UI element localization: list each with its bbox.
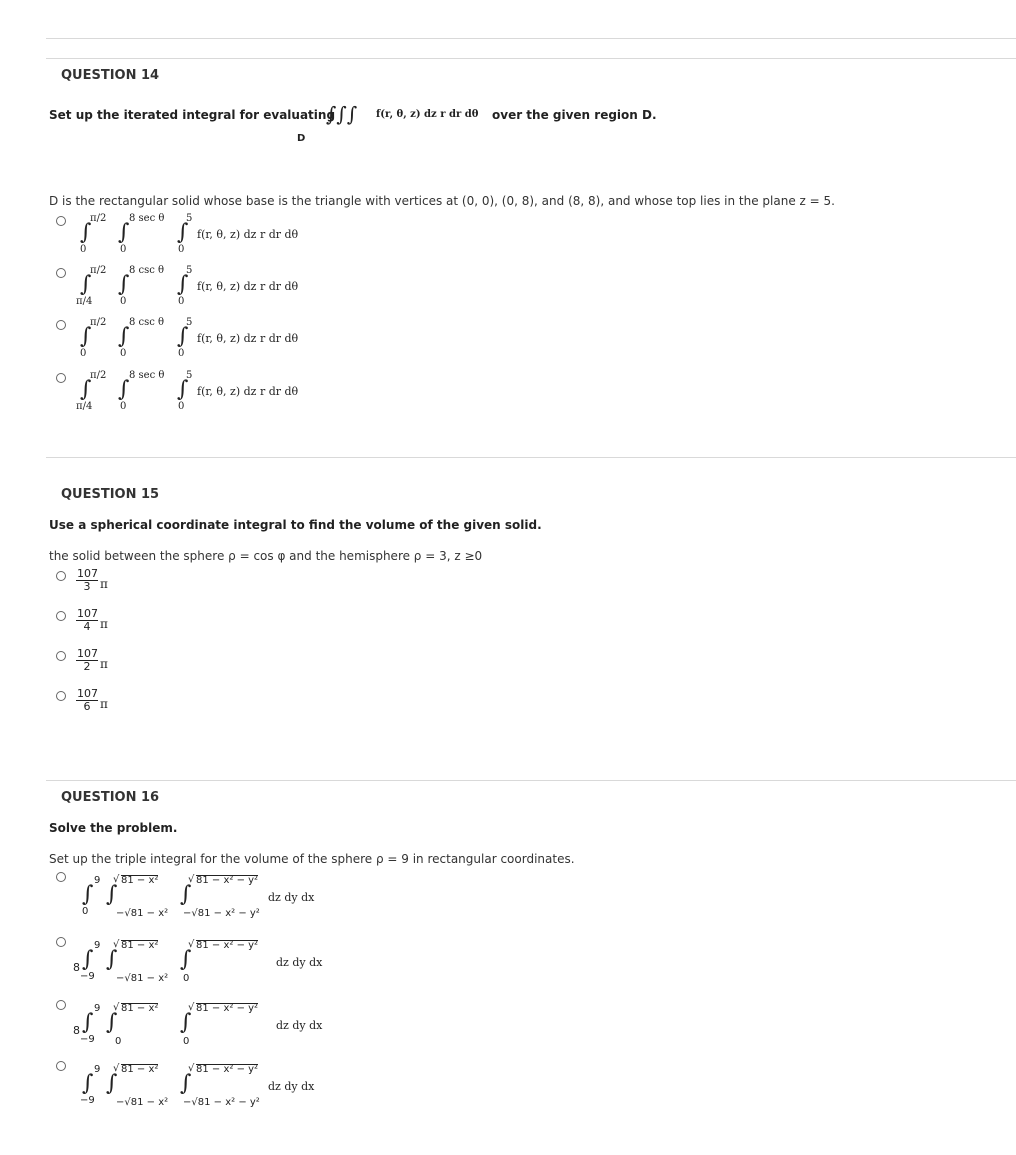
fraction [76, 568, 98, 593]
question-16-divider [46, 780, 1016, 781]
integral-sign: ∫ [82, 1071, 94, 1096]
answer-radio[interactable] [56, 216, 66, 226]
question-16-description: Set up the triple integral for the volume of the sphere ρ = 9 in rectangular coordinates. [49, 852, 575, 866]
integral-sign: ∫ [118, 324, 130, 349]
mid-upper-limit: 81 − x² [121, 875, 159, 886]
numerator: 107 [77, 567, 98, 580]
outer-upper-limit: 9 [94, 1003, 101, 1014]
outer-lower-limit: −9 [80, 971, 95, 982]
mid-upper-limit: 8 sec θ [129, 370, 165, 381]
sqrt-icon: √ [113, 1063, 120, 1074]
integrand: f(r, θ, z) dz r dr dθ [197, 332, 299, 345]
pi-symbol: π [100, 577, 108, 591]
question-14-prompt [49, 108, 335, 122]
sqrt-icon: √ [188, 939, 195, 950]
integral-sign: ∫ [82, 1010, 94, 1035]
outer-upper-limit: 9 [94, 875, 101, 886]
integral-sign: ∫ [180, 1071, 192, 1096]
integral-sign: ∫ [106, 947, 118, 972]
answer-radio[interactable] [56, 651, 66, 661]
answer-radio[interactable] [56, 320, 66, 330]
mid-lower-limit: 0 [120, 244, 127, 255]
mid-lower-limit: 0 [120, 296, 127, 307]
integral-sign: ∫ [118, 377, 130, 402]
region-label: D [297, 133, 306, 144]
answer-radio[interactable] [56, 571, 66, 581]
integral-sign: ∫ [80, 220, 92, 245]
differential: dz dy dx [268, 891, 315, 904]
inner-upper-limit: 5 [186, 265, 193, 276]
inner-upper-limit: 5 [186, 317, 193, 328]
question-14-title: QUESTION 14 [61, 68, 160, 83]
sqrt-icon: √ [188, 1063, 195, 1074]
question-15-title: QUESTION 15 [61, 487, 160, 502]
sqrt-icon: √ [188, 1002, 195, 1013]
mid-upper-limit: 81 − x² [121, 1064, 159, 1075]
answer-radio[interactable] [56, 1000, 66, 1010]
outer-lower-limit: π/4 [76, 401, 93, 412]
pi-symbol: π [100, 697, 108, 711]
fraction [76, 648, 98, 673]
mid-lower-limit: −√81 − x² [116, 973, 169, 984]
answer-radio[interactable] [56, 1061, 66, 1071]
mid-upper-limit: 8 sec θ [129, 213, 165, 224]
denominator: 6 [83, 700, 91, 713]
outer-lower-limit: −9 [80, 1034, 95, 1045]
differential: dz dy dx [276, 956, 323, 969]
denominator: 4 [83, 620, 91, 633]
numerator: 107 [77, 647, 98, 660]
question-15-prompt: Use a spherical coordinate integral to find the volume of the given solid. [49, 518, 542, 532]
question-14-divider [46, 58, 1016, 59]
mid-upper-limit: 8 csc θ [129, 265, 165, 276]
answer-radio[interactable] [56, 373, 66, 383]
integral-sign: ∫ [180, 1010, 192, 1035]
integral-sign: ∫ [177, 220, 189, 245]
question-15-description: the solid between the sphere ρ = cos φ and the hemisphere ρ = 3, z ≥0 [49, 549, 483, 563]
answer-radio[interactable] [56, 611, 66, 621]
outer-upper-limit: π/2 [90, 213, 107, 224]
sqrt-icon: √ [188, 874, 195, 885]
prompt-integrand: f(r, θ, z) dz r dr dθ [376, 109, 479, 120]
mid-upper-limit: 81 − x² [121, 940, 159, 951]
answer-radio[interactable] [56, 937, 66, 947]
integrand: f(r, θ, z) dz r dr dθ [197, 280, 299, 293]
mid-lower-limit: 0 [120, 348, 127, 359]
integral-sign: ∫ [177, 272, 189, 297]
inner-lower-limit: 0 [183, 1036, 190, 1047]
mid-lower-limit: 0 [120, 401, 127, 412]
answer-radio[interactable] [56, 872, 66, 882]
outer-upper-limit: 9 [94, 1064, 101, 1075]
integral-sign: ∫ [118, 272, 130, 297]
pi-symbol: π [100, 617, 108, 631]
integral-sign: ∫ [177, 377, 189, 402]
integral-sign: ∫ [80, 324, 92, 349]
sqrt-icon: √ [113, 874, 120, 885]
inner-lower-limit: −√81 − x² − y² [183, 908, 260, 919]
prompt-text: Set up the iterated integral for evaluating [49, 108, 336, 122]
integral-sign: ∫ [180, 947, 192, 972]
denominator: 3 [83, 580, 91, 593]
outer-lower-limit: −9 [80, 1095, 95, 1106]
integral-sign: ∫ [80, 377, 92, 402]
outer-lower-limit: 0 [82, 906, 89, 917]
inner-upper-limit: 81 − x² − y² [196, 940, 259, 951]
mid-upper-limit: 8 csc θ [129, 317, 165, 328]
answer-radio[interactable] [56, 691, 66, 701]
inner-lower-limit: 0 [178, 244, 185, 255]
pi-symbol: π [100, 657, 108, 671]
coefficient: 8 [73, 961, 80, 974]
numerator: 107 [77, 687, 98, 700]
fraction [76, 608, 98, 633]
integrand: f(r, θ, z) dz r dr dθ [197, 228, 299, 241]
sqrt-icon: √ [113, 1002, 120, 1013]
question-16-title: QUESTION 16 [61, 790, 160, 805]
question-15-divider [46, 457, 1016, 458]
outer-upper-limit: 9 [94, 940, 101, 951]
integral-sign: ∫ [180, 882, 192, 907]
differential: dz dy dx [268, 1080, 315, 1093]
answer-radio[interactable] [56, 268, 66, 278]
integral-sign: ∫ [106, 882, 118, 907]
top-divider [46, 38, 1016, 39]
question-14-description: D is the rectangular solid whose base is the triangle with vertices at (0, 0), (0, 8), and (8, 8), and whose top lies in the plane z = 5. [49, 194, 835, 208]
integral-sign: ∫ [80, 272, 92, 297]
inner-lower-limit: 0 [178, 348, 185, 359]
sqrt-icon: √ [113, 939, 120, 950]
inner-upper-limit: 5 [186, 370, 193, 381]
question-16-prompt: Solve the problem. [49, 821, 178, 835]
mid-lower-limit: −√81 − x² [116, 1097, 169, 1108]
outer-upper-limit: π/2 [90, 370, 107, 381]
inner-upper-limit: 81 − x² − y² [196, 1003, 259, 1014]
mid-upper-limit: 81 − x² [121, 1003, 159, 1014]
denominator: 2 [83, 660, 91, 673]
mid-lower-limit: 0 [115, 1036, 122, 1047]
integrand: f(r, θ, z) dz r dr dθ [197, 385, 299, 398]
outer-upper-limit: π/2 [90, 317, 107, 328]
outer-upper-limit: π/2 [90, 265, 107, 276]
mid-lower-limit: −√81 − x² [116, 908, 169, 919]
inner-upper-limit: 81 − x² − y² [196, 1064, 259, 1075]
integral-sign: ∫ [82, 947, 94, 972]
fraction [76, 688, 98, 713]
integral-sign: ∫ [82, 882, 94, 907]
integral-sign: ∫ [118, 220, 130, 245]
integral-sign: ∫ [106, 1010, 118, 1035]
triple-integral-icon: ∫∫∫ [326, 102, 358, 126]
prompt-after: over the given region D. [492, 108, 657, 122]
inner-upper-limit: 81 − x² − y² [196, 875, 259, 886]
integral-sign: ∫ [106, 1071, 118, 1096]
inner-lower-limit: 0 [178, 296, 185, 307]
numerator: 107 [77, 607, 98, 620]
outer-lower-limit: π/4 [76, 296, 93, 307]
coefficient: 8 [73, 1024, 80, 1037]
differential: dz dy dx [276, 1019, 323, 1032]
integral-sign: ∫ [177, 324, 189, 349]
inner-lower-limit: 0 [183, 973, 190, 984]
outer-lower-limit: 0 [80, 244, 87, 255]
inner-lower-limit: 0 [178, 401, 185, 412]
inner-lower-limit: −√81 − x² − y² [183, 1097, 260, 1108]
outer-lower-limit: 0 [80, 348, 87, 359]
inner-upper-limit: 5 [186, 213, 193, 224]
